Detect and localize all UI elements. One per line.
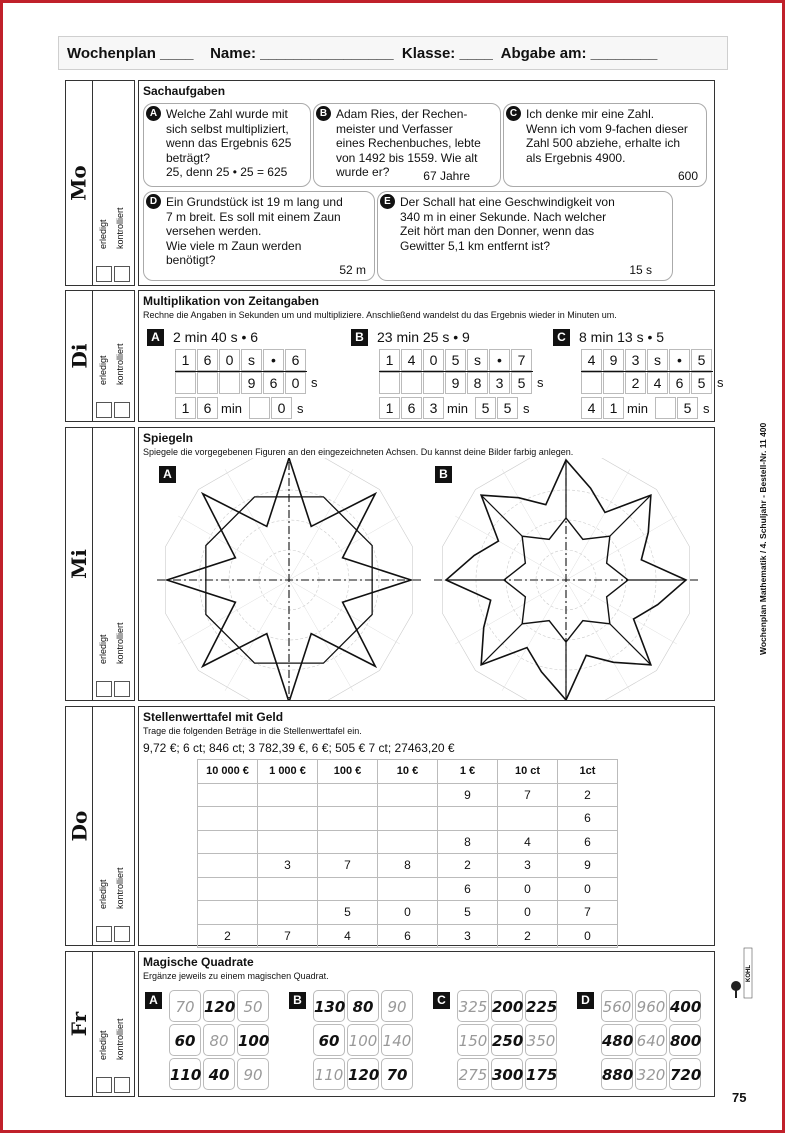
magic-square-cell[interactable]: 140 — [381, 1024, 413, 1056]
table-body — [198, 783, 618, 948]
calc-cell: 8 — [467, 372, 488, 394]
guide-ray — [502, 580, 566, 691]
table-row — [198, 807, 618, 831]
guide-ray — [566, 580, 630, 691]
figure-shape — [610, 624, 651, 665]
task-bubble-b — [313, 103, 501, 187]
task-answer: 52 m — [339, 262, 366, 277]
task-badge: C — [506, 106, 521, 121]
table-cell[interactable]: 5 — [438, 901, 498, 925]
task-line: Zeit hört man den Donner, wenn das — [400, 224, 595, 238]
guide-ray — [566, 580, 677, 644]
day-label: Do — [67, 810, 91, 842]
table-cell[interactable]: 0 — [498, 901, 558, 925]
calc-cell: 5 — [691, 372, 712, 394]
table-cell[interactable] — [378, 783, 438, 807]
unit-label: min — [627, 401, 648, 416]
calc-cell — [175, 372, 196, 394]
calc-cell: s — [467, 349, 488, 371]
section-title: Stellenwerttafel mit Geld — [143, 710, 284, 724]
unit-label: s — [297, 401, 304, 416]
calc-cell: 4 — [581, 397, 602, 419]
calc-title: 23 min 25 s • 9 — [377, 329, 470, 345]
magic-square-cell[interactable]: 130 — [313, 990, 345, 1022]
calc-cell: 1 — [175, 397, 196, 419]
task-line: Der Schall hat eine Geschwindigkeit von — [400, 195, 615, 209]
calc-cell: 5 — [511, 372, 532, 394]
task-badge: E — [380, 194, 395, 209]
day-label-cell — [65, 290, 93, 422]
calc-cell: 6 — [401, 397, 422, 419]
section-subtitle: Rechne die Angaben in Sekunden um und multipliziere. Anschließend wandelst du das Ergebnis wieder in Minuten um. — [143, 310, 617, 320]
table-cell[interactable]: 2 — [438, 854, 498, 878]
table-row — [198, 924, 618, 948]
calc-title: 2 min 40 s • 6 — [173, 329, 259, 345]
table-cell[interactable]: 4 — [318, 924, 378, 948]
task-line: Ich denke mir eine Zahl. — [526, 107, 655, 121]
magic-square-cell[interactable]: 720 — [669, 1058, 701, 1090]
guide-ray — [455, 580, 566, 644]
magic-square-cell[interactable]: 120 — [347, 1058, 379, 1090]
table-cell[interactable]: 2 — [558, 783, 618, 807]
calc-badge: C — [553, 329, 570, 346]
calc-cell: 3 — [625, 349, 646, 371]
magic-square-cell[interactable]: 40 — [203, 1058, 235, 1090]
calc-cell: s — [647, 349, 668, 371]
section-magische-quadrate — [138, 951, 715, 1097]
calc-cell — [249, 397, 270, 419]
magic-square-cell[interactable]: 800 — [669, 1024, 701, 1056]
table-cell[interactable]: 5 — [318, 901, 378, 925]
magic-square-cell[interactable]: 110 — [313, 1058, 345, 1090]
checked-label: kontrolliert — [115, 343, 125, 385]
guide-ray — [566, 469, 630, 580]
calc-cell — [401, 372, 422, 394]
calc-cell: 9 — [445, 372, 466, 394]
magic-square-cell[interactable]: 80 — [347, 990, 379, 1022]
calc-cell: 6 — [285, 349, 306, 371]
mirror-figure-b — [434, 458, 698, 700]
section-subtitle: Spiegele die vorgegebenen Figuren an den eingezeichneten Achsen. Du kannst deine Bilder farbig anlegen. — [143, 447, 574, 457]
mirror-figure-a — [157, 458, 421, 700]
section-title: Sachaufgaben — [143, 84, 226, 98]
calc-cell: 0 — [285, 372, 306, 394]
task-bubble-a — [143, 103, 311, 187]
worksheet-header — [58, 36, 728, 70]
column-header: 10 € — [378, 760, 438, 784]
magic-square-cell[interactable]: 70 — [381, 1058, 413, 1090]
magic-square-cell[interactable]: 90 — [237, 1058, 269, 1090]
unit-label: min — [221, 401, 242, 416]
task-badge: D — [146, 194, 161, 209]
done-label: erledigt — [98, 1030, 108, 1060]
logo-text: KOHL — [746, 965, 752, 982]
square-badge: C — [433, 992, 450, 1009]
table-cell[interactable]: 2 — [198, 924, 258, 948]
table-cell[interactable] — [198, 854, 258, 878]
table-cell[interactable] — [378, 807, 438, 831]
calc-cell: s — [241, 349, 262, 371]
calc-cell: • — [669, 349, 690, 371]
table-cell[interactable] — [318, 807, 378, 831]
table-cell[interactable]: 4 — [498, 830, 558, 854]
checked-checkbox[interactable] — [114, 1077, 130, 1093]
magic-square-cell[interactable]: 400 — [669, 990, 701, 1022]
amounts-list: 9,72 €; 6 ct; 846 ct; 3 782,39 €, 6 €; 505 € 7 ct; 27463,20 € — [143, 741, 455, 755]
check-column — [93, 427, 135, 701]
magic-square-cell[interactable]: 70 — [169, 990, 201, 1022]
checked-checkbox[interactable] — [114, 681, 130, 697]
table-cell[interactable]: 7 — [258, 924, 318, 948]
table-cell[interactable]: 3 — [498, 854, 558, 878]
calc-cell: 0 — [219, 349, 240, 371]
done-label: erledigt — [98, 355, 108, 385]
done-label: erledigt — [98, 634, 108, 664]
column-header: 10 ct — [498, 760, 558, 784]
mirror-figures — [139, 458, 714, 700]
checked-checkbox[interactable] — [114, 926, 130, 942]
task-line: meister und Verfasser — [336, 121, 453, 136]
magic-square-cell[interactable]: 250 — [491, 1024, 523, 1056]
table-cell[interactable] — [198, 901, 258, 925]
table-cell[interactable] — [318, 877, 378, 901]
guide-ray — [502, 469, 566, 580]
table-row — [198, 901, 618, 925]
task-line: beträgt? — [166, 150, 211, 165]
calc-cell: • — [263, 349, 284, 371]
task-line: 340 m in einer Sekunde. Nach welcher — [400, 209, 607, 224]
calc-cell: 1 — [603, 397, 624, 419]
done-checkbox[interactable] — [96, 266, 112, 282]
column-header: 1 000 € — [258, 760, 318, 784]
magic-square-cell[interactable]: 325 — [457, 990, 489, 1022]
section-subtitle: Trage die folgenden Beträge in die Stellenwerttafel ein. — [143, 726, 362, 736]
table-cell[interactable]: 0 — [498, 877, 558, 901]
figure-shape — [610, 495, 651, 536]
place-value-table — [197, 759, 618, 948]
figure-shape — [481, 624, 522, 665]
figure-badge-b: B — [435, 466, 452, 483]
day-label-cell — [65, 427, 93, 701]
day-label: Fr — [66, 1011, 91, 1037]
calc-cell: 6 — [263, 372, 284, 394]
day-label: Di — [66, 343, 91, 369]
day-row-di — [65, 290, 724, 422]
magic-square-cell[interactable]: 200 — [491, 990, 523, 1022]
table-cell[interactable] — [498, 807, 558, 831]
done-label: erledigt — [98, 879, 108, 909]
unit-label: s — [537, 375, 544, 390]
done-checkbox[interactable] — [96, 1077, 112, 1093]
table-cell[interactable]: 6 — [558, 807, 618, 831]
calc-cell: 5 — [691, 349, 712, 371]
done-checkbox[interactable] — [96, 402, 112, 418]
day-label-cell — [65, 951, 93, 1097]
calc-cell: 3 — [489, 372, 510, 394]
task-line: Adam Ries, der Rechen- — [336, 107, 468, 121]
column-header: 1 € — [438, 760, 498, 784]
task-line: Ein Grundstück ist 19 m lang und — [166, 195, 343, 209]
calc-cell: • — [489, 349, 510, 371]
table-cell[interactable] — [258, 901, 318, 925]
calc-badge: A — [147, 329, 164, 346]
day-row-mi — [65, 427, 715, 701]
calc-cell: 2 — [625, 372, 646, 394]
table-cell[interactable]: 7 — [318, 854, 378, 878]
task-line: als Ergebnis 4900. — [526, 150, 626, 165]
task-badge: A — [146, 106, 161, 121]
table-cell[interactable] — [258, 830, 318, 854]
calc-cell: 5 — [445, 349, 466, 371]
magic-square-cell[interactable]: 300 — [491, 1058, 523, 1090]
magic-square-cell[interactable]: 880 — [601, 1058, 633, 1090]
column-header: 100 € — [318, 760, 378, 784]
column-header: 1ct — [558, 760, 618, 784]
checked-checkbox[interactable] — [114, 402, 130, 418]
check-column — [93, 290, 135, 422]
calc-cell: 1 — [175, 349, 196, 371]
calc-cell: 5 — [475, 397, 496, 419]
header-text: Wochenplan ____ Name: ________________ Klasse: ____ Abgabe am: ________ — [67, 44, 658, 62]
task-line: eines Rechenbuches, lebte — [336, 136, 481, 150]
square-badge: B — [289, 992, 306, 1009]
calc-cell: 6 — [197, 349, 218, 371]
magic-square-cell[interactable]: 480 — [601, 1024, 633, 1056]
magic-square-cell[interactable]: 100 — [237, 1024, 269, 1056]
magic-square-cell[interactable]: 320 — [635, 1058, 667, 1090]
table-cell[interactable] — [378, 877, 438, 901]
table-row — [198, 783, 618, 807]
table-cell[interactable] — [318, 830, 378, 854]
table-cell[interactable]: 3 — [438, 924, 498, 948]
calc-cell — [379, 372, 400, 394]
magic-square-cell[interactable]: 90 — [381, 990, 413, 1022]
task-answer: 25, denn 25 • 25 = 625 — [166, 165, 288, 179]
table-cell[interactable] — [258, 807, 318, 831]
done-label: erledigt — [98, 219, 108, 249]
guide-ray — [566, 516, 677, 580]
table-cell[interactable] — [318, 783, 378, 807]
day-row-fr — [65, 951, 715, 1097]
table-row — [198, 854, 618, 878]
magic-square-cell[interactable]: 175 — [525, 1058, 557, 1090]
section-stellenwerttafel — [138, 706, 715, 946]
calc-cell: 0 — [423, 349, 444, 371]
day-label: Mo — [67, 165, 92, 201]
section-zeitangaben — [138, 290, 724, 422]
unit-label: s — [523, 401, 530, 416]
section-subtitle: Ergänze jeweils zu einem magischen Quadrat. — [143, 971, 329, 981]
table-cell[interactable] — [198, 877, 258, 901]
magic-square-cell[interactable]: 120 — [203, 990, 235, 1022]
calc-badge: B — [351, 329, 368, 346]
table-cell[interactable]: 6 — [438, 877, 498, 901]
magic-square-cell[interactable]: 960 — [635, 990, 667, 1022]
checked-label: kontrolliert — [115, 622, 125, 664]
section-title: Multiplikation von Zeitangaben — [143, 294, 320, 308]
table-row — [198, 830, 618, 854]
table-cell[interactable] — [258, 877, 318, 901]
calc-cell: 4 — [647, 372, 668, 394]
day-row-do — [65, 706, 715, 946]
square-badge: A — [145, 992, 162, 1009]
figure-shape — [481, 495, 522, 536]
table-cell[interactable] — [198, 830, 258, 854]
task-answer: 15 s — [629, 262, 652, 277]
check-column — [93, 706, 135, 946]
calc-cell: 1 — [379, 349, 400, 371]
calc-cell: 0 — [271, 397, 292, 419]
task-answer: 67 Jahre — [423, 168, 470, 183]
publisher-logo — [730, 942, 754, 1002]
calc-cell: 5 — [497, 397, 518, 419]
calc-cell: 4 — [401, 349, 422, 371]
task-line: Zahl 500 abziehe, erhalte ich — [526, 136, 681, 150]
task-line: wenn das Ergebnis 625 — [166, 136, 292, 150]
magic-square-cell[interactable]: 50 — [237, 990, 269, 1022]
unit-label: min — [447, 401, 468, 416]
task-answer: 600 — [677, 168, 698, 183]
table-cell[interactable] — [198, 783, 258, 807]
magic-square-cell[interactable]: 80 — [203, 1024, 235, 1056]
check-column — [93, 80, 135, 286]
magic-square-cell[interactable]: 110 — [169, 1058, 201, 1090]
magic-square-cell[interactable]: 275 — [457, 1058, 489, 1090]
day-label: Mi — [67, 549, 91, 579]
magic-square-cell[interactable]: 60 — [169, 1024, 201, 1056]
task-line: von 1492 bis 1559. Wie alt — [336, 150, 478, 165]
magic-square-cell[interactable]: 60 — [313, 1024, 345, 1056]
section-sachaufgaben — [138, 80, 715, 286]
magic-square-cell[interactable]: 225 — [525, 990, 557, 1022]
task-line: Wie viele m Zaun werden — [166, 238, 302, 253]
calc-cell: 4 — [581, 349, 602, 371]
table-cell[interactable]: 0 — [378, 901, 438, 925]
task-line: Gewitter 5,1 km entfernt ist? — [400, 238, 551, 253]
calc-cell — [581, 372, 602, 394]
table-cell[interactable]: 8 — [438, 830, 498, 854]
calc-cell: 3 — [423, 397, 444, 419]
calc-cell — [197, 372, 218, 394]
calc-cell: 7 — [511, 349, 532, 371]
done-checkbox[interactable] — [96, 926, 112, 942]
table-cell[interactable] — [258, 783, 318, 807]
calc-cell: 9 — [241, 372, 262, 394]
magic-square-cell[interactable]: 100 — [347, 1024, 379, 1056]
figure-badge-a: A — [159, 466, 176, 483]
table-cell[interactable]: 8 — [378, 854, 438, 878]
table-cell[interactable]: 6 — [378, 924, 438, 948]
task-line: wurde er? — [336, 165, 390, 179]
section-title: Spiegeln — [143, 431, 194, 445]
calc-cell: 6 — [669, 372, 690, 394]
guide-ray — [455, 516, 566, 580]
unit-label: s — [311, 375, 318, 390]
task-line: Wenn ich vom 9-fachen dieser — [526, 121, 688, 136]
table-header-row — [198, 760, 618, 784]
table-cell[interactable] — [198, 807, 258, 831]
table-cell[interactable] — [378, 830, 438, 854]
magic-square-cell[interactable]: 560 — [601, 990, 633, 1022]
table-cell[interactable]: 3 — [258, 854, 318, 878]
unit-label: s — [703, 401, 710, 416]
calc-title: 8 min 13 s • 5 — [579, 329, 665, 345]
table-cell[interactable]: 7 — [498, 783, 558, 807]
checked-label: kontrolliert — [115, 867, 125, 909]
day-label-cell — [65, 706, 93, 946]
calc-cell: 9 — [603, 349, 624, 371]
table-cell[interactable]: 9 — [438, 783, 498, 807]
task-line: versehen werden. — [166, 224, 262, 238]
done-checkbox[interactable] — [96, 681, 112, 697]
table-cell[interactable]: 2 — [498, 924, 558, 948]
task-bubble-e — [377, 191, 673, 281]
table-cell[interactable]: 0 — [558, 924, 618, 948]
task-line: Welche Zahl wurde mit — [166, 107, 288, 121]
check-column — [93, 951, 135, 1097]
magic-square-cell[interactable]: 350 — [525, 1024, 557, 1056]
checked-label: kontrolliert — [115, 1018, 125, 1060]
calc-cell: 6 — [197, 397, 218, 419]
table-cell[interactable]: 9 — [558, 854, 618, 878]
task-line: sich selbst multipliziert, — [166, 121, 289, 136]
table-cell[interactable]: 6 — [558, 830, 618, 854]
section-spiegeln — [138, 427, 715, 701]
page-number: 75 — [732, 1090, 747, 1105]
checked-label: kontrolliert — [115, 207, 125, 249]
table-cell[interactable]: 7 — [558, 901, 618, 925]
calc-cell: 5 — [677, 397, 698, 419]
table-cell[interactable]: 0 — [558, 877, 618, 901]
task-line: 7 m breit. Es soll mit einem Zaun — [166, 209, 341, 224]
square-badge: D — [577, 992, 594, 1009]
magic-square-cell[interactable]: 150 — [457, 1024, 489, 1056]
section-title: Magische Quadrate — [143, 955, 254, 969]
task-line: benötigt? — [166, 253, 216, 267]
calc-cell — [655, 397, 676, 419]
checked-checkbox[interactable] — [114, 266, 130, 282]
magic-square-cell[interactable]: 640 — [635, 1024, 667, 1056]
side-publication-info: Wochenplan Mathematik / 4. Schuljahr - Bestell-Nr. 11 400 — [758, 422, 768, 655]
task-bubble-d — [143, 191, 375, 281]
day-label-cell — [65, 80, 93, 286]
calc-cell — [219, 372, 240, 394]
unit-label: s — [717, 375, 724, 390]
column-header: 10 000 € — [198, 760, 258, 784]
table-row — [198, 877, 618, 901]
table-cell[interactable] — [438, 807, 498, 831]
calc-cell — [423, 372, 444, 394]
task-bubble-c — [503, 103, 707, 187]
task-badge: B — [316, 106, 331, 121]
day-row-mo — [65, 80, 715, 286]
calc-cell — [603, 372, 624, 394]
calc-cell: 1 — [379, 397, 400, 419]
